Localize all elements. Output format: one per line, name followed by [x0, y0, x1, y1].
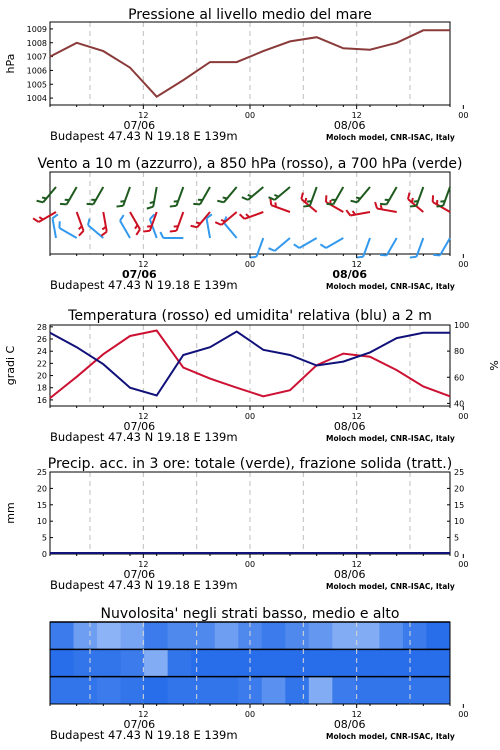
wind-barb — [240, 206, 264, 220]
cloud-cell — [285, 622, 309, 649]
wind-barb — [147, 186, 157, 210]
date-label: 08/06 — [333, 568, 366, 581]
cloud-cell — [356, 622, 380, 649]
cloud-cell — [309, 649, 333, 676]
y-axis-label: hPa — [4, 53, 17, 74]
date-label: 07/06 — [123, 119, 156, 132]
wind-barb — [380, 184, 397, 207]
barb-shaft — [153, 187, 156, 207]
y2-tick-label: 10 — [454, 517, 465, 527]
wind-barb — [294, 233, 317, 250]
y2-tick-label: 100 — [454, 321, 470, 330]
y2-tick-label: 80 — [454, 347, 465, 357]
y2-tick-label: 20 — [454, 484, 465, 494]
barb-flag — [116, 204, 123, 209]
cloud-cell — [379, 677, 403, 704]
x-tick-label: 12 — [351, 710, 362, 719]
cloud-cell — [97, 649, 121, 676]
wind-barb — [160, 232, 183, 238]
barb-flag — [351, 198, 358, 204]
wind-barb — [217, 183, 236, 204]
wind-barb — [222, 217, 241, 238]
chart-title: Pressione al livello medio del mare — [128, 7, 372, 23]
cloud-cell — [285, 677, 309, 704]
credit-label: Moloch model, CNR-ISAC, Italy — [326, 282, 455, 291]
x-tick-label: 12 — [351, 260, 362, 269]
wind-barb — [60, 184, 77, 207]
barb-flag — [433, 252, 440, 258]
y-tick-label: 16 — [36, 395, 47, 405]
barb-shaft — [275, 187, 290, 200]
cloud-cell — [356, 649, 380, 676]
barb-flag — [143, 229, 150, 234]
cloud-cell — [426, 677, 450, 704]
x-tick-label: 00 — [244, 710, 256, 719]
cloud-cell — [215, 677, 239, 704]
y2-tick-label: 40 — [454, 399, 465, 409]
date-label: 07/06 — [123, 420, 156, 433]
barb-flag — [294, 243, 300, 250]
barb-shaft — [326, 238, 343, 248]
barb-shaft — [310, 187, 317, 206]
barb-flag — [323, 195, 329, 202]
wind-barb — [299, 193, 320, 212]
cloud-cell — [285, 649, 309, 676]
barb-flag — [242, 195, 248, 202]
x-tick-label: 12 — [351, 560, 362, 569]
wind-barb — [250, 236, 264, 260]
y-tick-label: 1008 — [26, 38, 47, 48]
x-tick-label: 12 — [138, 260, 149, 269]
cloud-cell — [262, 677, 286, 704]
cloud-cell — [426, 622, 450, 649]
barb-shaft — [221, 212, 236, 225]
x-tick-label: 00 — [458, 111, 469, 120]
cloud-cell — [262, 622, 286, 649]
barb-flag — [356, 255, 363, 260]
barb-flag — [33, 217, 39, 224]
wind-barb — [356, 236, 370, 260]
cloud-cell — [168, 677, 192, 704]
wind-barb — [410, 185, 424, 209]
y-tick-label: 24 — [36, 347, 47, 357]
barb-flag — [215, 220, 221, 227]
credit-label: Moloch model, CNR-ISAC, Italy — [326, 582, 455, 591]
chart-title: Temperatura (rosso) ed umidita' relativa (blu) a 2 m — [68, 308, 432, 324]
y-tick-label: 28 — [36, 322, 47, 332]
barb-shaft — [59, 228, 76, 238]
barb-shaft — [120, 221, 130, 238]
y-tick-label: 22 — [36, 359, 47, 369]
y-tick-label: 25 — [36, 468, 47, 477]
x-tick-label: 12 — [138, 412, 149, 421]
cloud-cell — [121, 622, 145, 649]
y-tick-label: 20 — [36, 484, 47, 494]
y-tick-label: 0 — [41, 550, 47, 559]
cloud-cell — [50, 622, 74, 649]
y2-tick-label: 0 — [454, 550, 460, 559]
barb-shaft — [299, 238, 316, 248]
location-label: Budapest 47.43 N 19.18 E 139m — [50, 129, 238, 143]
cloud-cell — [191, 649, 215, 676]
x-tick-label: 00 — [458, 560, 469, 569]
barb-shaft — [377, 209, 397, 212]
x-tick-label: 12 — [138, 111, 149, 120]
location-label: Budapest 47.43 N 19.18 E 139m — [50, 278, 238, 292]
barb-flag — [380, 252, 387, 258]
cloud-cell — [356, 677, 380, 704]
y-tick-label: 20 — [36, 371, 47, 381]
cloud-cell — [262, 649, 286, 676]
wind-barb — [410, 236, 424, 260]
barb-shaft — [416, 187, 423, 206]
barb-shaft — [443, 187, 450, 206]
location-label: Budapest 47.43 N 19.18 E 139m — [50, 578, 238, 592]
cloud-cell — [144, 677, 168, 704]
y2-tick-label: 15 — [454, 500, 465, 510]
barb-shaft — [176, 212, 183, 231]
barb-shaft — [67, 187, 77, 204]
wind-barb — [269, 233, 290, 252]
barb-shaft — [200, 187, 210, 204]
cloud-cell — [50, 649, 74, 676]
date-label: 07/06 — [122, 268, 157, 281]
barb-shaft — [224, 223, 237, 238]
x-tick-label: 00 — [458, 710, 469, 719]
barb-flag — [320, 243, 326, 250]
barb-flag — [147, 206, 153, 210]
wind-barb — [351, 183, 370, 204]
barb-shaft — [275, 238, 290, 251]
barb-flag — [60, 201, 67, 207]
barb-flag — [374, 202, 378, 208]
y-tick-label: 1004 — [26, 94, 47, 104]
wind-barb — [193, 184, 210, 207]
wind-barb — [303, 185, 317, 209]
barb-flag — [57, 221, 63, 228]
cloud-cell — [191, 677, 215, 704]
wind-barb — [57, 221, 80, 238]
barb-shaft — [53, 218, 56, 238]
cloud-cell — [97, 622, 121, 649]
wind-barb — [269, 182, 290, 201]
cloud-cell — [168, 649, 192, 676]
wind-barb — [97, 212, 107, 236]
barb-flag — [170, 204, 177, 209]
barb-flag — [410, 255, 417, 260]
barb-flag — [250, 255, 257, 260]
y-tick-label: 5 — [41, 533, 47, 543]
y-tick-label: 1009 — [26, 24, 47, 34]
barb-flag — [240, 213, 245, 220]
wind-barb — [327, 184, 344, 207]
cloud-cell — [215, 622, 239, 649]
barb-flag — [135, 229, 142, 235]
wind-barb — [71, 212, 85, 236]
chart-title: Precip. acc. in 3 ore: totale (verde), frazione solida (tratt.) — [47, 456, 453, 472]
wind-barb — [37, 183, 56, 204]
wind-barb — [268, 198, 292, 212]
cloud-cell — [403, 649, 427, 676]
y-tick-label: 18 — [36, 383, 47, 393]
cloud-cell — [74, 649, 98, 676]
barb-shaft — [440, 238, 450, 255]
cloud-cell — [379, 649, 403, 676]
cloud-cell — [74, 677, 98, 704]
x-tick-label: 12 — [138, 710, 149, 719]
cloud-cell — [379, 622, 403, 649]
y-tick-label: 1007 — [26, 52, 47, 62]
x-tick-label: 00 — [244, 412, 256, 421]
barb-shaft — [93, 187, 103, 204]
chart-title: Vento a 10 m (azzurro), a 850 hPa (rosso), a 700 hPa (verde) — [37, 156, 463, 172]
y-tick-label: 10 — [36, 517, 47, 527]
barb-flag — [191, 223, 198, 229]
y2-tick-label: 5 — [454, 533, 460, 543]
cloud-cell — [121, 677, 145, 704]
y-tick-label: 15 — [36, 500, 47, 510]
date-label: 08/06 — [333, 420, 366, 433]
x-tick-label: 00 — [458, 412, 469, 421]
y-tick-label: 1006 — [26, 66, 47, 76]
chart-title: Nuvolosita' negli strati basso, medio e alto — [100, 606, 400, 622]
wind-barb — [406, 193, 427, 212]
barb-flag — [101, 232, 107, 236]
cloud-cell — [403, 622, 427, 649]
cloud-cell — [168, 622, 192, 649]
barb-flag — [160, 232, 163, 238]
barb-flag — [119, 215, 126, 221]
barb-flag — [37, 198, 44, 204]
cloud-cell — [309, 677, 333, 704]
y2-tick-label: 25 — [454, 468, 465, 477]
cloud-cell — [332, 677, 356, 704]
barb-shaft — [130, 212, 140, 229]
wind-barb — [170, 210, 184, 234]
credit-label: Moloch model, CNR-ISAC, Italy — [326, 434, 455, 443]
cloud-cell — [403, 677, 427, 704]
barb-flag — [86, 219, 92, 226]
location-label: Budapest 47.43 N 19.18 E 139m — [50, 430, 238, 444]
x-tick-label: 12 — [351, 412, 362, 421]
barb-shaft — [357, 187, 370, 202]
barb-shaft — [176, 187, 183, 206]
barb-flag — [170, 229, 177, 234]
x-tick-label: 00 — [244, 260, 256, 269]
cloud-cell — [426, 649, 450, 676]
wind-barb — [206, 214, 216, 238]
x-tick-label: 00 — [244, 111, 256, 120]
barb-shaft — [224, 187, 237, 202]
cloud-cell — [121, 649, 145, 676]
barb-flag — [406, 193, 412, 200]
barb-flag — [52, 214, 58, 218]
cloud-cell — [332, 649, 356, 676]
wind-barb — [346, 206, 370, 216]
date-label: 08/06 — [333, 119, 366, 132]
y-axis-label: mm — [4, 502, 17, 524]
x-tick-label: 00 — [244, 560, 256, 569]
barb-flag — [217, 198, 224, 204]
credit-label: Moloch model, CNR-ISAC, Italy — [326, 133, 455, 142]
cloud-cell — [215, 649, 239, 676]
barb-shaft — [387, 238, 397, 255]
barb-flag — [78, 231, 85, 236]
cloud-cell — [144, 622, 168, 649]
y2-axis-label: % — [487, 360, 500, 371]
wind-barb — [320, 233, 343, 250]
cloud-cell — [332, 622, 356, 649]
cloud-cell — [144, 649, 168, 676]
date-label: 08/06 — [332, 268, 367, 281]
date-label: 08/06 — [333, 718, 366, 731]
date-label: 07/06 — [123, 568, 156, 581]
date-label: 07/06 — [123, 718, 156, 731]
wind-barb — [170, 185, 184, 209]
barb-shaft — [333, 187, 343, 204]
y-axis-label: gradi C — [4, 345, 17, 386]
barb-shaft — [271, 205, 290, 212]
x-tick-label: 12 — [351, 111, 362, 120]
location-label: Budapest 47.43 N 19.18 E 139m — [50, 728, 238, 742]
y-tick-label: 1005 — [26, 80, 47, 90]
y-tick-label: 26 — [36, 335, 47, 345]
cloud-cell — [191, 622, 215, 649]
barb-flag — [269, 246, 275, 253]
wind-barb — [242, 182, 263, 201]
barb-shaft — [207, 218, 210, 238]
barb-flag — [346, 210, 350, 216]
barb-flag — [430, 195, 436, 202]
x-tick-label: 00 — [458, 260, 469, 269]
cloud-cell — [309, 622, 333, 649]
barb-shaft — [123, 187, 130, 206]
wind-barb — [116, 185, 130, 209]
barb-flag — [299, 193, 305, 200]
y2-tick-label: 60 — [454, 373, 465, 383]
cloud-cell — [74, 622, 98, 649]
cloud-cell — [97, 677, 121, 704]
credit-label: Moloch model, CNR-ISAC, Italy — [326, 732, 455, 741]
cloud-cell — [50, 677, 74, 704]
x-tick-label: 12 — [138, 560, 149, 569]
wind-barb — [87, 184, 104, 207]
barb-shaft — [387, 187, 397, 204]
